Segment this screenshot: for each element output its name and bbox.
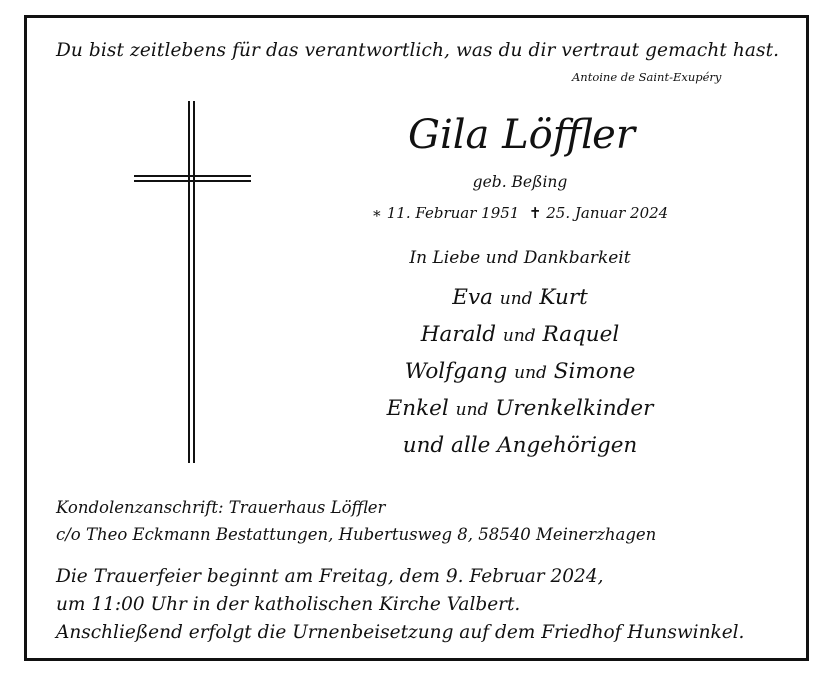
- deceased-name: Gila Löffler: [408, 112, 635, 158]
- condolence-address-line: c/o Theo Eckmann Bestattungen, Hubertusweg 8, 58540 Meinerzhagen: [56, 525, 657, 544]
- mourner-name: Kurt: [539, 285, 588, 310]
- mourner-name: Raquel: [542, 322, 620, 347]
- mourner-name: Harald: [420, 322, 497, 347]
- condolence-address-line: Kondolenzanschrift: Trauerhaus Löffler: [56, 498, 386, 517]
- mourner-name: Wolfgang: [404, 359, 508, 384]
- maiden-name: geb. Beßing: [472, 173, 568, 191]
- death-cross-icon: ✝: [528, 204, 542, 222]
- life-dates: [270, 204, 770, 222]
- mourner-conjunction: und: [455, 400, 489, 420]
- mourner-conjunction: und: [499, 289, 533, 309]
- funeral-info-line: Die Trauerfeier beginnt am Freitag, dem 9. Februar 2024,: [56, 566, 604, 587]
- quote-author: Antoine de Saint-Exupéry: [572, 70, 722, 84]
- mourner-group: [270, 359, 770, 384]
- mourner-name: Enkel: [386, 396, 449, 421]
- mourner-name: Urenkelkinder: [495, 396, 654, 421]
- mourner-name: Eva: [452, 285, 493, 310]
- mourner-group: [270, 396, 770, 421]
- mourner-conjunction: und: [502, 326, 536, 346]
- birth-star-icon: ∗: [371, 204, 382, 222]
- quote-text: Du bist zeitlebens für das verantwortlich, was du dir vertraut gemacht hast.: [56, 40, 780, 61]
- birth-date: 11. Februar 1951: [386, 204, 520, 222]
- funeral-info-line: Anschließend erfolgt die Urnenbeisetzung auf dem Friedhof Hunswinkel.: [56, 622, 745, 643]
- mourner-name: Simone: [553, 359, 636, 384]
- mourners-intro: In Liebe und Dankbarkeit: [409, 248, 631, 268]
- mourner-conjunction: und: [514, 363, 547, 383]
- mourner-group: [270, 322, 770, 347]
- death-date: 25. Januar 2024: [546, 204, 669, 222]
- mourners-closing: und alle Angehörigen: [402, 433, 638, 458]
- funeral-info-line: um 11:00 Uhr in der katholischen Kirche Valbert.: [56, 594, 521, 615]
- mourner-group: [270, 285, 770, 310]
